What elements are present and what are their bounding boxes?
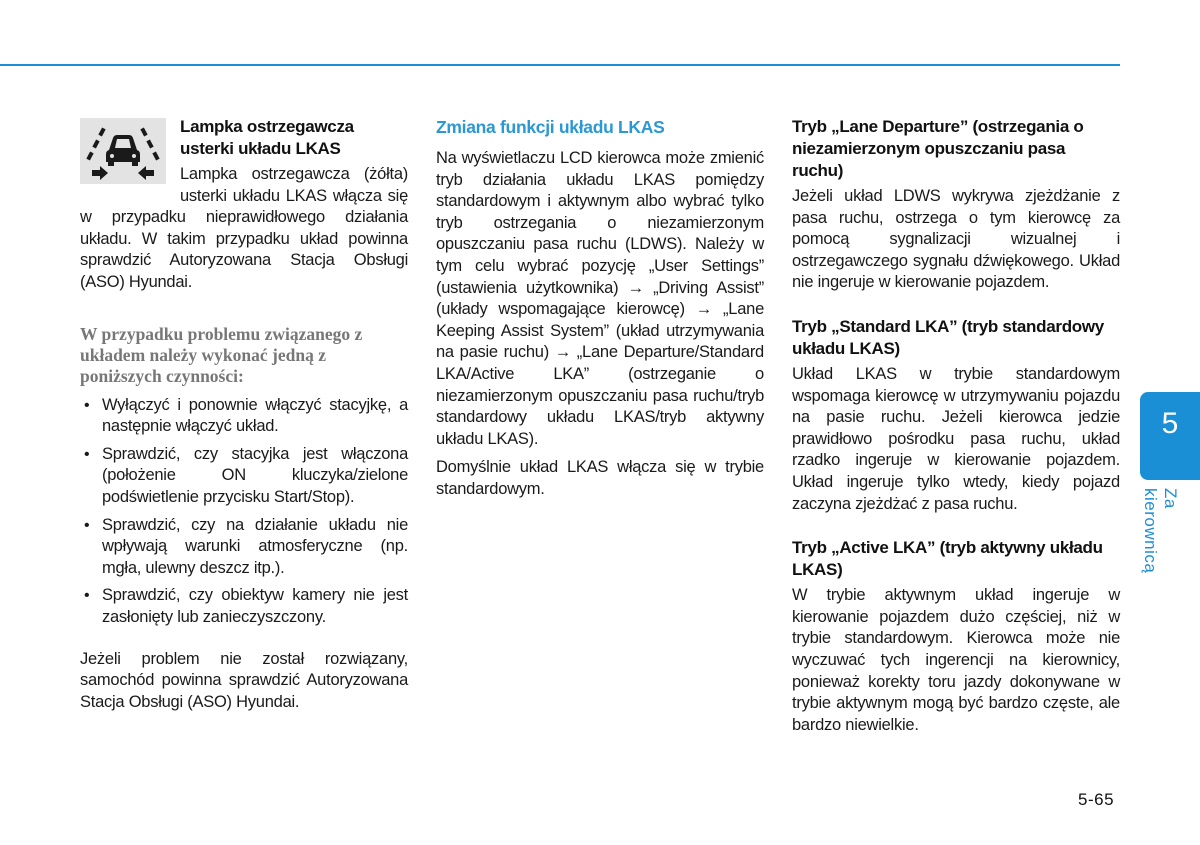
mode-title: Tryb „Standard LKA” (tryb standardowy układu LKAS) xyxy=(792,316,1104,358)
chapter-number: 5 xyxy=(1161,407,1179,440)
mode-body: W trybie aktywnym układ ingeruje w kierowanie pojazdem dużo częściej, niż w trybie standardowym. Kierowca może nie wyczuwać tych ingerencji na kierownicy, ponieważ korekty toru jazdy dokonywane w trybie aktywnym mogą być bardzo częste, ale bardzo niewielkie. xyxy=(792,586,1120,734)
mode-title: Tryb „Lane Departure” (ostrzegania o niezamierzonym opuszczaniu pasa ruchu) xyxy=(792,117,1084,180)
lkas-warning-icon xyxy=(80,118,166,184)
troubleshooting-list xyxy=(80,395,408,629)
column-right xyxy=(792,116,1120,736)
closing-paragraph: Jeżeli problem nie został rozwiązany, samochód powinna sprawdzić Autoryzowana Stacja Obsługi (ASO) Hyundai. xyxy=(80,649,408,711)
top-rule xyxy=(0,64,1120,66)
list-item: • Wyłączyć i ponownie włączyć stacyjkę, a następnie włączyć układ. xyxy=(80,395,408,438)
list-item: • Sprawdzić, czy obiektyw kamery nie jest zasłonięty lub zanieczyszczony. xyxy=(80,585,408,628)
paragraph: Domyślnie układ LKAS włącza się w trybie standardowym. xyxy=(436,458,764,498)
mode-body: Jeżeli układ LDWS wykrywa zjeżdżanie z pasa ruchu, ostrzega o tym kierowcę za pomocą sygnalizacji wizualnej i ostrzegawczego sygnału dźwiękowego. Układ nie ingeruje w kierowanie pojazdem. xyxy=(792,187,1120,292)
chapter-tab xyxy=(1140,392,1200,480)
column-middle xyxy=(436,116,764,501)
mode-title: Tryb „Active LKA” (tryb aktywny układu LKAS) xyxy=(792,538,1103,580)
list-item: • Sprawdzić, czy na działanie układu nie wpływają warunki atmosferyczne (np. mgła, ulewny deszcz itp.). xyxy=(80,515,408,580)
section-heading: Zmiana funkcji układu LKAS xyxy=(436,117,665,137)
chapter-label: Za kierownicą xyxy=(1141,488,1180,574)
warning-body: Lampka ostrzegawcza (żółta) usterki układu LKAS włącza się w przypadku nieprawidłowego działania układu. W takim przypadku układ powinna sprawdzić Autoryzowana Stacja Obsługi (ASO) Hyundai. xyxy=(80,165,408,291)
mode-body: Układ LKAS w trybie standardowym wspomaga kierowcę w utrzymywaniu pojazdu na pasie ruchu. Jeżeli kierowca jedzie prawidłowo pośrodku pasa ruchu, układ rzadko ingeruje w kierowanie pojazdem. Układ ingeruje tylko wtedy, kiedy pojazd zaczyna zjeżdżać z pasa ruchu. xyxy=(792,364,1120,513)
page-number: 5-65 xyxy=(1078,790,1115,809)
problem-heading: W przypadku problemu związanego z układem należy wykonać jedną z poniższych czynności: xyxy=(80,323,363,386)
column-left xyxy=(80,116,408,713)
list-item: • Sprawdzić, czy stacyjka jest włączona (położenie ON kluczyka/zielone podświetlenie przycisku Start/Stop). xyxy=(80,444,408,509)
paragraph: Na wyświetlaczu LCD kierowca może zmienić tryb działania układu LKAS pomiędzy standardowym i aktywnym albo wybrać tylko tryb ostrzegania o niezamierzonym opuszczaniu pasa ruchu (LDWS). Należy w tym celu wybrać pozycję „User Settings” (ustawienia użytkownika) → „Driving Assist” (układy wspomagające kierowcę) → „Lane Keeping Assist System” (układ utrzymywania na pasie ruchu) → „Lane Departure/Standard LKA/Active LKA” (ostrzeganie o niezamierzonym opuszczaniu pasa ruchu/tryb standardowy układu LKAS/tryb aktywny układu LKAS). xyxy=(436,149,764,448)
warning-title: Lampka ostrzegawcza usterki układu LKAS xyxy=(180,117,354,158)
